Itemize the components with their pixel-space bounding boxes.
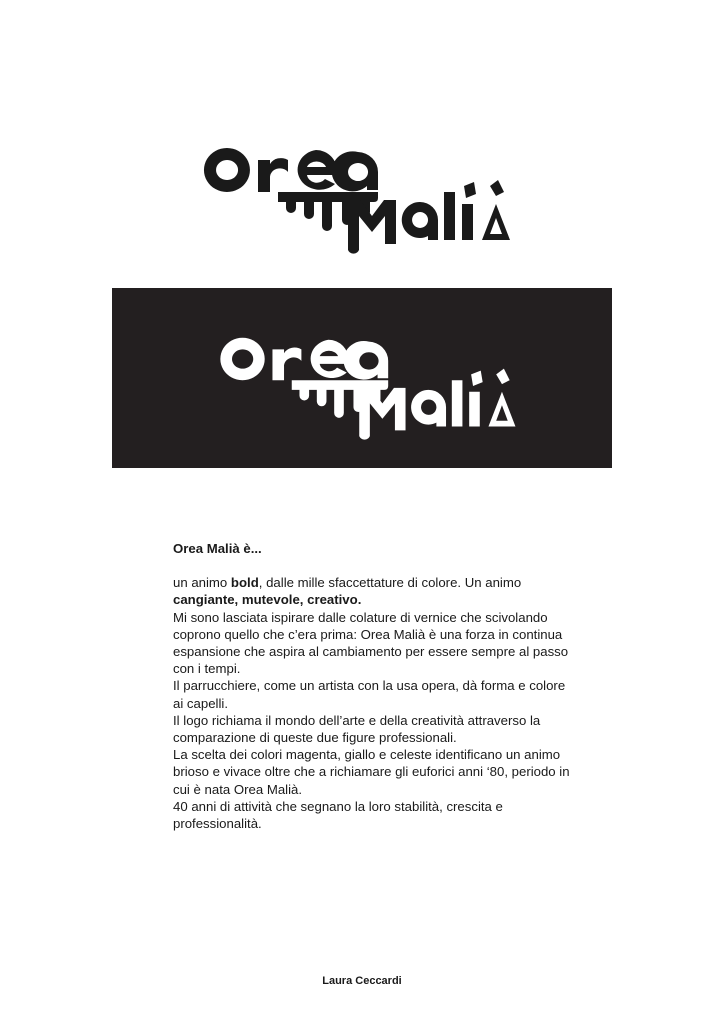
brand-description <box>173 540 573 832</box>
orea-malia-logo-dark <box>216 332 516 440</box>
description-paragraph: Mi sono lasciata ispirare dalle colature di vernice che scivolando coprono quello che c’era prima: Orea Malià è una forza in continua espansione che aspira al cambiamento per essere sempre al passo con i tempi. <box>173 609 569 677</box>
description-paragraph: La scelta dei colori magenta, giallo e celeste identificano un animo brioso e vivace oltre che a richiamare gli euforici anni ‘80, periodo in cui è nata Orea Malià. <box>173 747 570 797</box>
description-paragraph: 40 anni di attività che segnano la loro stabilità, crescita e professionalità. <box>173 798 503 832</box>
author-name: Laura Ceccardi <box>322 975 402 987</box>
dark-logo-panel <box>112 288 612 468</box>
orea-malia-logo-light <box>200 142 510 254</box>
description-paragraph: Il parrucchiere, come un artista con la usa opera, dà forma e colore ai capelli. <box>173 678 566 711</box>
intro-post: , dalle mille sfaccettature di colore. Un animo <box>258 575 522 591</box>
description-intro <box>173 574 573 591</box>
description-heading: Orea Malià è... <box>173 541 262 556</box>
intro-bold: bold <box>230 575 259 591</box>
description-traits: cangiante, mutevole, creativo. <box>173 592 362 608</box>
description-paragraph: Il logo richiama il mondo dell’arte e della creatività attraverso la comparazione di queste due figure professionali. <box>173 712 541 746</box>
intro-pre: un animo <box>173 575 231 591</box>
